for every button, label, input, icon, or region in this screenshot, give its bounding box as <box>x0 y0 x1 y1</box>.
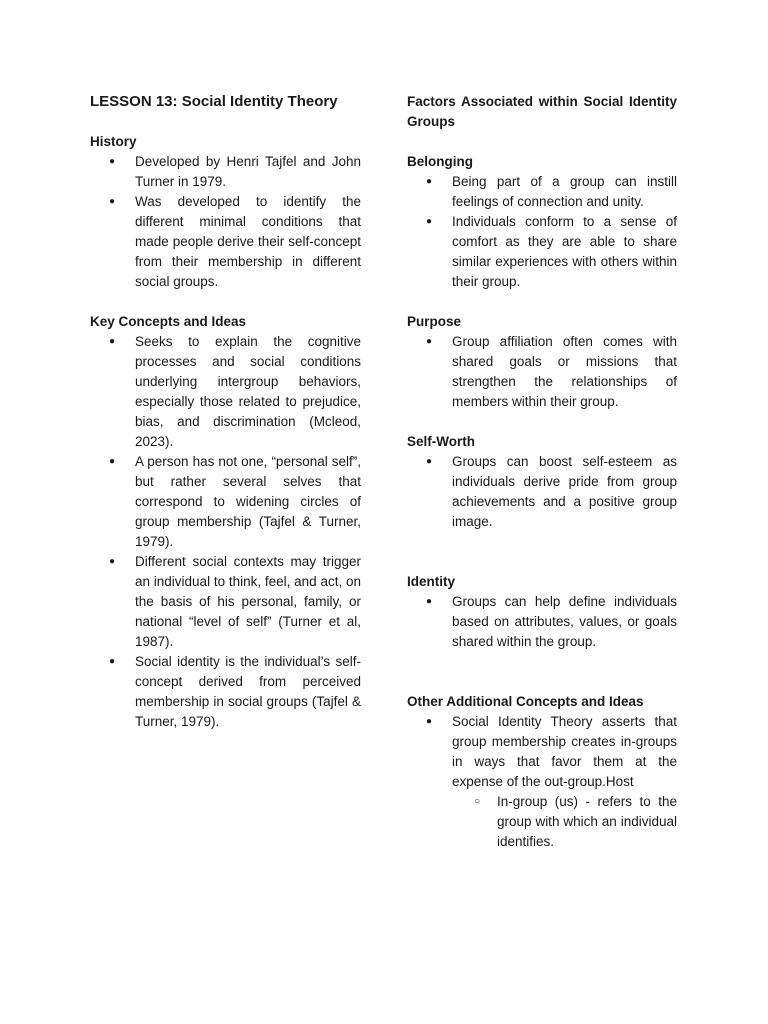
history-list <box>90 152 361 292</box>
right-column <box>407 92 677 852</box>
list-item <box>452 712 677 852</box>
lesson-title: LESSON 13: Social Identity Theory <box>90 93 338 110</box>
list-item: ● Different social contexts may trigger an individual to think, feel, and act, on the basis of his personal, family, or national “level of self” (Turner et al, 1987). <box>135 552 361 652</box>
left-column <box>90 92 361 732</box>
other-concepts-sublist <box>452 792 677 852</box>
purpose-heading: Purpose <box>407 314 462 329</box>
list-item: ● Was developed to identify the different minimal conditions that made people derive their self-concept from their membership in different social groups. <box>135 192 361 292</box>
list-item: ● Groups can boost self-esteem as individuals derive pride from group achievements and a positive group image. <box>452 452 677 532</box>
list-item: ● Social identity is the individual’s self-concept derived from perceived membership in social groups (Tajfel & Turner, 1979). <box>135 652 361 732</box>
history-heading: History <box>90 134 137 149</box>
list-item-text: Social Identity Theory asserts that group membership creates in-groups in ways that favor them at the expense of the out-group.Host <box>452 714 677 789</box>
list-item: ● Group affiliation often comes with shared goals or missions that strengthen the relationships of members within their group. <box>452 332 677 412</box>
factors-heading: Factors Associated within Social Identity Groups <box>407 94 677 129</box>
self-worth-heading: Self-Worth <box>407 434 475 449</box>
identity-list <box>407 592 677 652</box>
purpose-list <box>407 332 677 412</box>
list-item: ● Individuals conform to a sense of comfort as they are able to share similar experiences with others within their group. <box>452 212 677 292</box>
belonging-heading: Belonging <box>407 154 473 169</box>
key-concepts-heading: Key Concepts and Ideas <box>90 314 247 329</box>
identity-heading: Identity <box>407 574 456 589</box>
list-item: ● Groups can help define individuals based on attributes, values, or goals shared within the group. <box>452 592 677 652</box>
sub-list-item: ○ In-group (us) - refers to the group with which an individual identifies. <box>497 792 677 852</box>
self-worth-list <box>407 452 677 532</box>
other-concepts-heading: Other Additional Concepts and Ideas <box>407 694 644 709</box>
list-item: ● Developed by Henri Tajfel and John Turner in 1979. <box>135 152 361 192</box>
list-item: ● A person has not one, “personal self”, but rather several selves that correspond to widening circles of group membership (Tajfel & Turner, 1979). <box>135 452 361 552</box>
key-concepts-list <box>90 332 361 732</box>
belonging-list <box>407 172 677 292</box>
list-item: ● Seeks to explain the cognitive processes and social conditions underlying intergroup behaviors, especially those related to prejudice, bias, and discrimination (Mcleod, 2023). <box>135 332 361 452</box>
list-item: ● Being part of a group can instill feelings of connection and unity. <box>452 172 677 212</box>
other-concepts-list <box>407 712 677 852</box>
